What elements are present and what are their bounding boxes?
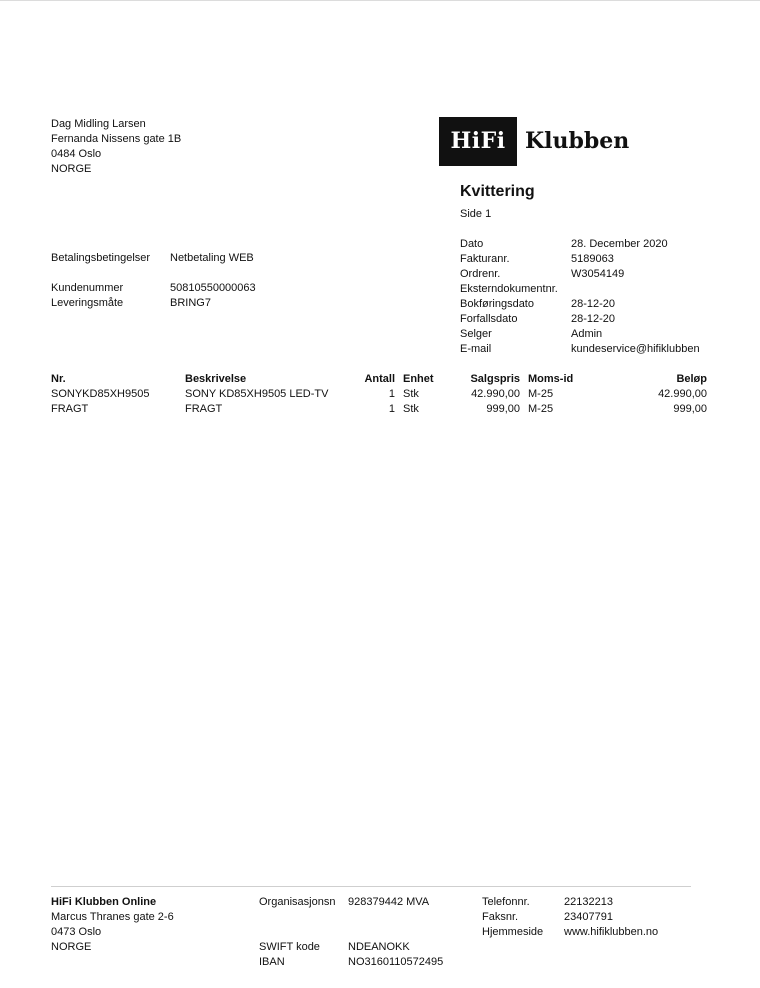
date-value: 28. December 2020 — [571, 238, 668, 250]
website-link[interactable]: www.hifiklubben.no — [564, 926, 659, 938]
document-title: Kvittering — [460, 183, 535, 200]
header-quantity: Antall — [364, 373, 395, 385]
posting-date-value: 28-12-20 — [571, 298, 616, 310]
footer-divider — [51, 886, 691, 887]
header-amount: Beløp — [676, 373, 707, 385]
email-label: E-mail — [460, 343, 492, 355]
table-header-row — [51, 372, 707, 387]
footer-company-name: HiFi Klubben Online — [51, 896, 157, 908]
header-vat: Moms-id — [528, 373, 574, 385]
order-number-label: Ordrenr. — [460, 268, 501, 280]
row-nr: SONYKD85XH9505 — [51, 388, 150, 400]
row-description: FRAGT — [185, 403, 223, 415]
row-description: SONY KD85XH9505 LED-TV — [185, 388, 329, 400]
org-number-value: 928379442 MVA — [348, 896, 430, 908]
row-amount: 42.990,00 — [658, 388, 707, 400]
header-unit: Enhet — [403, 373, 434, 385]
swift-label: SWIFT kode — [259, 941, 320, 953]
phone-value: 22132213 — [564, 896, 613, 908]
posting-date-label: Bokføringsdato — [460, 298, 534, 310]
row-vat: M-25 — [528, 388, 554, 400]
payment-terms-label: Betalingsbetingelser — [51, 252, 151, 264]
row-unit: Stk — [403, 388, 419, 400]
logo-word: Klubben — [525, 128, 630, 154]
company-logo — [439, 117, 629, 166]
website-label: Hjemmeside — [482, 926, 544, 938]
top-divider — [0, 0, 760, 1]
iban-value: NO3160110572495 — [348, 956, 444, 968]
header-price: Salgspris — [470, 373, 520, 385]
table-row — [51, 402, 707, 417]
fax-label: Faksnr. — [482, 911, 519, 923]
row-amount: 999,00 — [673, 403, 707, 415]
table-row — [51, 387, 707, 402]
seller-value: Admin — [571, 328, 603, 340]
row-price: 999,00 — [486, 403, 520, 415]
row-quantity: 1 — [388, 388, 395, 400]
recipient-name: Dag Midling Larsen — [51, 118, 146, 130]
swift-value: NDEANOKK — [348, 941, 410, 953]
line-items-table — [51, 372, 707, 417]
footer-city: 0473 Oslo — [51, 926, 102, 938]
payment-terms-value: Netbetaling WEB — [170, 252, 254, 264]
org-number-label: Organisasjonsn — [259, 896, 336, 908]
recipient-city: 0484 Oslo — [51, 148, 102, 160]
invoice-number-label: Fakturanr. — [460, 253, 510, 265]
row-nr: FRAGT — [51, 403, 89, 415]
recipient-country: NORGE — [51, 163, 92, 175]
seller-label: Selger — [460, 328, 492, 340]
iban-label: IBAN — [259, 956, 285, 968]
due-date-value: 28-12-20 — [571, 313, 616, 325]
date-label: Dato — [460, 238, 484, 250]
header-description: Beskrivelse — [185, 373, 247, 385]
invoice-number-value: 5189063 — [571, 253, 614, 265]
header-nr: Nr. — [51, 373, 66, 385]
recipient-street: Fernanda Nissens gate 1B — [51, 133, 182, 145]
row-price: 42.990,00 — [471, 388, 520, 400]
due-date-label: Forfallsdato — [460, 313, 518, 325]
row-unit: Stk — [403, 403, 419, 415]
row-quantity: 1 — [388, 403, 395, 415]
footer-country: NORGE — [51, 941, 92, 953]
fax-value: 23407791 — [564, 911, 613, 923]
customer-number-value: 50810550000063 — [170, 282, 256, 294]
logo-box: HiFi — [439, 117, 517, 166]
email-value: kundeservice@hifiklubben — [571, 343, 700, 355]
external-document-label: Eksterndokumentnr. — [460, 283, 558, 295]
recipient-address — [51, 117, 181, 177]
row-vat: M-25 — [528, 403, 554, 415]
delivery-method-label: Leveringsmåte — [51, 297, 124, 309]
customer-number-label: Kundenummer — [51, 282, 124, 294]
page-number: Side 1 — [460, 208, 492, 220]
order-number-value: W3054149 — [571, 268, 625, 280]
footer-street: Marcus Thranes gate 2-6 — [51, 911, 174, 923]
delivery-method-value: BRING7 — [170, 297, 211, 309]
phone-label: Telefonnr. — [482, 896, 530, 908]
